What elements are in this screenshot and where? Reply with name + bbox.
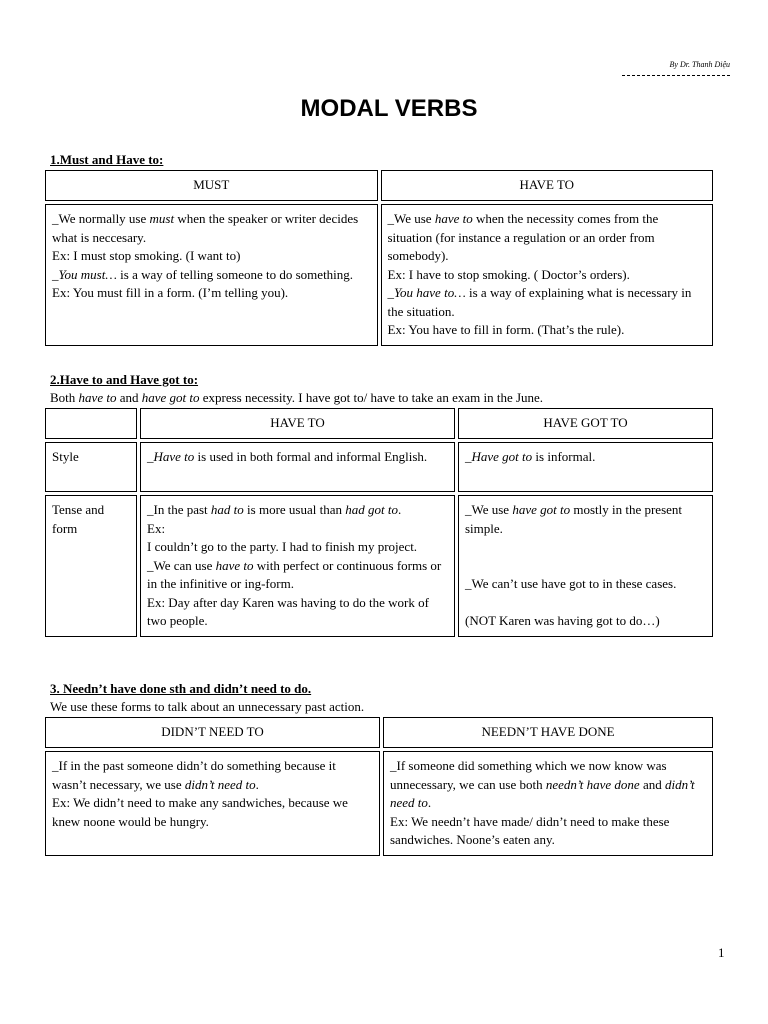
cell-paragraph bbox=[52, 794, 373, 831]
didnt-need-neednt-table bbox=[42, 714, 716, 859]
text-segment: Ex: bbox=[147, 520, 166, 536]
row-label-tense-and-form: Tense and form bbox=[45, 495, 137, 637]
text-segment: _We normally use bbox=[52, 211, 150, 226]
italic-term: had got to bbox=[345, 502, 398, 517]
text-segment: _We use bbox=[387, 211, 435, 226]
cell-paragraph bbox=[52, 284, 371, 303]
cell-paragraph bbox=[465, 448, 706, 467]
section-2-intro bbox=[50, 390, 543, 406]
text-segment: and bbox=[116, 390, 142, 405]
column-header-have-got-to: HAVE GOT TO bbox=[458, 408, 713, 439]
text-segment: when the speaker or writer decides what is neccesary. bbox=[52, 211, 359, 245]
tense-have-to-cell bbox=[140, 495, 455, 637]
text-segment: is a way of explaining what is necessary in the situation. bbox=[387, 285, 692, 319]
text-segment: _We can use bbox=[147, 557, 216, 573]
cell-paragraph bbox=[147, 594, 448, 631]
text-segment: (NOT Karen was having got to do…) bbox=[465, 612, 660, 628]
text-segment: is used in both formal and informal English. bbox=[194, 449, 428, 464]
text-segment: _ bbox=[465, 449, 472, 464]
cell-paragraph bbox=[147, 557, 448, 594]
text-segment: Ex: We didn’t need to make any sandwiches, because we knew noone would be hungry. bbox=[52, 795, 348, 829]
text-segment: Ex: You have to fill in form. (That’s the rule). bbox=[387, 322, 625, 337]
style-have-got-to-cell bbox=[458, 442, 713, 492]
text-segment: _We can’t use have got to in these cases. bbox=[465, 576, 677, 591]
text-segment: Ex: You must fill in a form. (I’m telling you). bbox=[52, 285, 289, 300]
cell-paragraph bbox=[147, 501, 448, 520]
text-segment: _We use bbox=[465, 502, 513, 517]
cell-paragraph bbox=[390, 813, 706, 850]
cell-paragraph bbox=[388, 321, 707, 340]
text-segment: _If in the past someone didn’t do something because it wasn’t necessary, we use bbox=[52, 758, 336, 792]
cell-paragraph bbox=[147, 520, 448, 539]
text-segment: Ex: Day after day Karen was having to do the work of two people. bbox=[147, 594, 429, 628]
italic-term: must bbox=[149, 211, 175, 226]
italic-term: have to bbox=[215, 557, 254, 573]
italic-term: didn’t need to bbox=[390, 776, 695, 810]
section-3-heading: 3. Needn’t have done sth and didn’t need to do. bbox=[50, 681, 312, 696]
cell-paragraph bbox=[52, 247, 371, 266]
text-segment: Both bbox=[50, 390, 79, 405]
text-segment: express necessity. I have got to/ have to take an exam in the June. bbox=[199, 390, 544, 405]
italic-term: _You must… bbox=[52, 266, 117, 282]
italic-term: didn’t need to bbox=[184, 776, 256, 792]
have-to-explanation-cell bbox=[381, 204, 714, 346]
empty-header-cell bbox=[45, 408, 137, 439]
neednt-have-done-cell bbox=[383, 751, 713, 856]
text-segment: is informal. bbox=[532, 449, 596, 464]
column-header-must: MUST bbox=[45, 170, 378, 201]
author-credit: By Dr. Thanh Diệu bbox=[669, 60, 730, 69]
must-explanation-cell bbox=[45, 204, 378, 346]
italic-term: Have got to bbox=[471, 449, 533, 464]
text-segment: with perfect or continuous forms or in the infinitive or ing-form. bbox=[147, 557, 442, 591]
column-header-neednt-have-done: NEEDN’T HAVE DONE bbox=[383, 717, 713, 748]
text-segment: _In the past bbox=[147, 502, 211, 517]
text-segment: and bbox=[639, 776, 665, 792]
row-label-style: Style bbox=[45, 442, 137, 492]
italic-term: Have to bbox=[153, 449, 195, 464]
italic-term: _You have to… bbox=[387, 285, 466, 300]
italic-term: have to bbox=[434, 211, 473, 226]
italic-term: have got to bbox=[141, 390, 200, 405]
cell-paragraph bbox=[52, 266, 371, 285]
text-segment: . bbox=[397, 502, 402, 517]
italic-term: needn’t have done bbox=[545, 776, 640, 792]
column-header-have-to: HAVE TO bbox=[140, 408, 455, 439]
text-segment: mostly in the present simple. bbox=[465, 502, 683, 536]
text-segment: . bbox=[255, 776, 259, 792]
tense-have-got-to-line-2 bbox=[465, 575, 706, 594]
cell-paragraph bbox=[52, 210, 371, 247]
text-segment: Ex: We needn’t have made/ didn’t need to make these sandwiches. Noone’s eaten any. bbox=[390, 813, 670, 847]
tense-have-got-to-line-1 bbox=[465, 501, 706, 538]
cell-paragraph bbox=[390, 757, 706, 813]
italic-term: had to bbox=[210, 502, 244, 517]
section-2-heading: 2.Have to and Have got to: bbox=[50, 372, 199, 387]
cell-paragraph bbox=[388, 266, 707, 285]
cell-paragraph bbox=[147, 538, 448, 557]
column-header-didnt-need-to: DIDN’T NEED TO bbox=[45, 717, 380, 748]
text-segment: _ bbox=[147, 449, 154, 464]
didnt-need-to-cell bbox=[45, 751, 380, 856]
have-to-have-got-to-table bbox=[42, 405, 716, 640]
cell-paragraph bbox=[388, 210, 707, 266]
text-segment: Ex: I have to stop smoking. ( Doctor’s orders). bbox=[387, 266, 630, 282]
text-segment: Ex: I must stop smoking. (I want to) bbox=[52, 248, 241, 263]
tense-have-got-to-cell bbox=[458, 495, 713, 637]
tense-have-got-to-line-3 bbox=[465, 612, 706, 631]
page-title: MODAL VERBS bbox=[300, 95, 478, 122]
style-have-to-cell bbox=[140, 442, 455, 492]
cell-paragraph bbox=[388, 284, 707, 321]
section-3-intro: We use these forms to talk about an unnecessary past action. bbox=[50, 699, 365, 714]
italic-term: have to bbox=[78, 390, 117, 405]
text-segment: when the necessity comes from the situation (for instance a regulation or an order from somebody). bbox=[387, 211, 659, 263]
column-header-have-to: HAVE TO bbox=[381, 170, 714, 201]
text-segment: I couldn’t go to the party. I had to finish my project. bbox=[147, 539, 418, 554]
must-have-to-table bbox=[42, 167, 716, 349]
cell-paragraph bbox=[147, 448, 448, 467]
author-underline bbox=[622, 75, 730, 76]
italic-term: have got to bbox=[512, 502, 571, 517]
text-segment: is a way of telling someone to do something. bbox=[116, 266, 354, 282]
text-segment: _If someone did something which we now know was unnecessary, we can use both bbox=[390, 758, 667, 792]
section-1-heading: 1.Must and Have to: bbox=[50, 152, 164, 167]
text-segment: is more usual than bbox=[243, 502, 346, 517]
page-number: 1 bbox=[718, 945, 725, 960]
text-segment: . bbox=[427, 795, 432, 810]
cell-paragraph bbox=[52, 757, 373, 794]
